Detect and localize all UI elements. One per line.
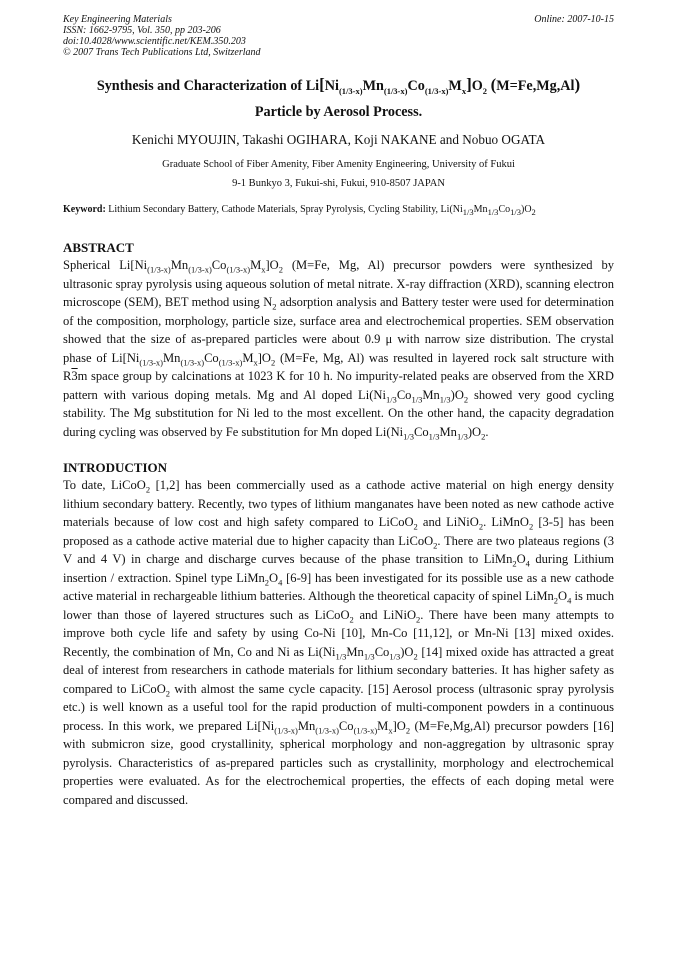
online-date: Online: 2007-10-15 [534, 14, 614, 25]
paper-title-line1: Synthesis and Characterization of $Li[Ni_{(1/3-x)}Mn_{(1/3-x)}Co_{(1/3-x)}M_x]O_2$ (M=Fe,Mg,Al) [96, 75, 581, 96]
journal-header [63, 14, 614, 58]
paper-title-line2: Particle by Aerosol Process. [254, 104, 423, 120]
doi-line: doi:10.4028/www.scientific.net/KEM.350.203 [63, 36, 246, 47]
abstract-text: Spherical $Li[Ni_{(1/3-x)}Mn_{(1/3-x)}Co_{(1/3-x)}M_x]O_2$ (M=Fe, Mg, Al) precursor powders were synthesized by ultrasonic spray pyrolysis using aqueous solution of metal nitrate. X-ray diffraction (XRD), scanning electron microscope (SEM), BET method using $N_2$ adsorption analysis and Battery tester were used for determination of the composition, morphology, particle size, surface area and electrochemical properties. SEM observation showed that the size of as-prepared particles were about 0.9 μ with narrow size distribution. The crystal phase of $Li[Ni_{(1/3-x)}Mn_{(1/3-x)}Co_{(1/3-x)}M_x]O_2$ (M=Fe, Mg, Al) was resulted in layered rock salt structure with R3m space group by calcinations at 1023 K for 10 h. No impurity-related peaks are observed from the XRD pattern with various doping metals. Mg and Al doped $Li(Ni_{1/3}Co_{1/3}Mn_{1/3})O_2$ showed very good cycling stability. The Mg substitution for Ni led to the most excellent. On the other hand, the capacity degradation during cycling was observed by Fe substitution for Mn doped $Li(Ni_{1/3}Co_{1/3}Mn_{1/3})O_2$. [63, 258, 615, 441]
keywords-text: Lithium Secondary Battery, Cathode Materials, Spray Pyrolysis, Cycling Stability, $Li(Ni_{1/3}Mn_{1/3}Co_{1/3})O_2$ [108, 204, 536, 217]
copyright-line: © 2007 Trans Tech Publications Ltd, Switzerland [63, 47, 261, 58]
keywords [63, 203, 614, 216]
introduction-heading: INTRODUCTION [63, 460, 168, 475]
issn-line: ISSN: 1662-9795, Vol. 350, pp 203-206 [63, 25, 221, 36]
keywords-label: Keyword: [63, 204, 106, 215]
journal-name: Key Engineering Materials [63, 14, 172, 25]
affiliation-line1: Graduate School of Fiber Amenity, Fiber Amenity Engineering, University of Fukui [162, 159, 515, 170]
introduction-text: To date, LiCoO$_2$ [1,2] has been commercially used as a cathode active material on high energy density lithium secondary battery. Recently, two types of lithium manganates have been noted as new cathode active materials because of low cost and high safety compared to LiCoO$_2$ and LiNiO$_2$. LiMnO$_2$ [3-5] has been proposed as a cathode active material due to higher capacity than LiCoO$_2$. There are two plateaus regions (3 V and 4 V) in charge and discharge curves because of the phase transition to $LiMn_2O_4$ during Lithium insertion / extraction. Spinel type $LiMn_2O_4$ [6-9] has been investigated for its possible use as a new cathode active material in rechargeable lithium batteries. Although the theoretical capacity of spinel $LiMn_2O_4$ is much lower than those of layered structures such as LiCoO$_2$ and LiNiO$_2$. There have been many attempts to improve both cycle life and safety by using Co-Ni [10], Mn-Co [11,12], or Mn-Ni [13] mixed oxides. Recently, the combination of Mn, Co and Ni as $Li(Ni_{1/3}Mn_{1/3}Co_{1/3})O_2$ [14] mixed oxide has attracted a great deal of interest from researchers in cathode materials for lithium secondary batteries. It has higher safety as compared to LiCoO$_2$ with almost the same cycle capacity. [15] Aerosol process (ultrasonic spray pyrolysis etc.) is well known as a useful tool for the rapid production of multi-component powders in a continuous process. In this work, we prepared $Li[Ni_{(1/3-x)}Mn_{(1/3-x)}Co_{(1/3-x)}M_x]O_2$ (M=Fe,Mg,Al) precursor powders [16] with submicron size, good crystallinity, spherical morphology and non-aggregation by ultrasonic spray pyrolysis. Characteristics of as-prepared particles such as crystallinity, morphology and electrochemical properties were evaluated. As for the electrochemical properties, the effects of each doping metal were compared and discussed. [63, 478, 615, 807]
abstract-heading: ABSTRACT [63, 240, 134, 255]
affiliation-line2: 9-1 Bunkyo 3, Fukui-shi, Fukui, 910-8507 JAPAN [232, 178, 445, 189]
authors: Kenichi MYOUJIN, Takashi OGIHARA, Koji NAKANE and Nobuo OGATA [131, 132, 546, 147]
paper-page [63, 14, 614, 809]
